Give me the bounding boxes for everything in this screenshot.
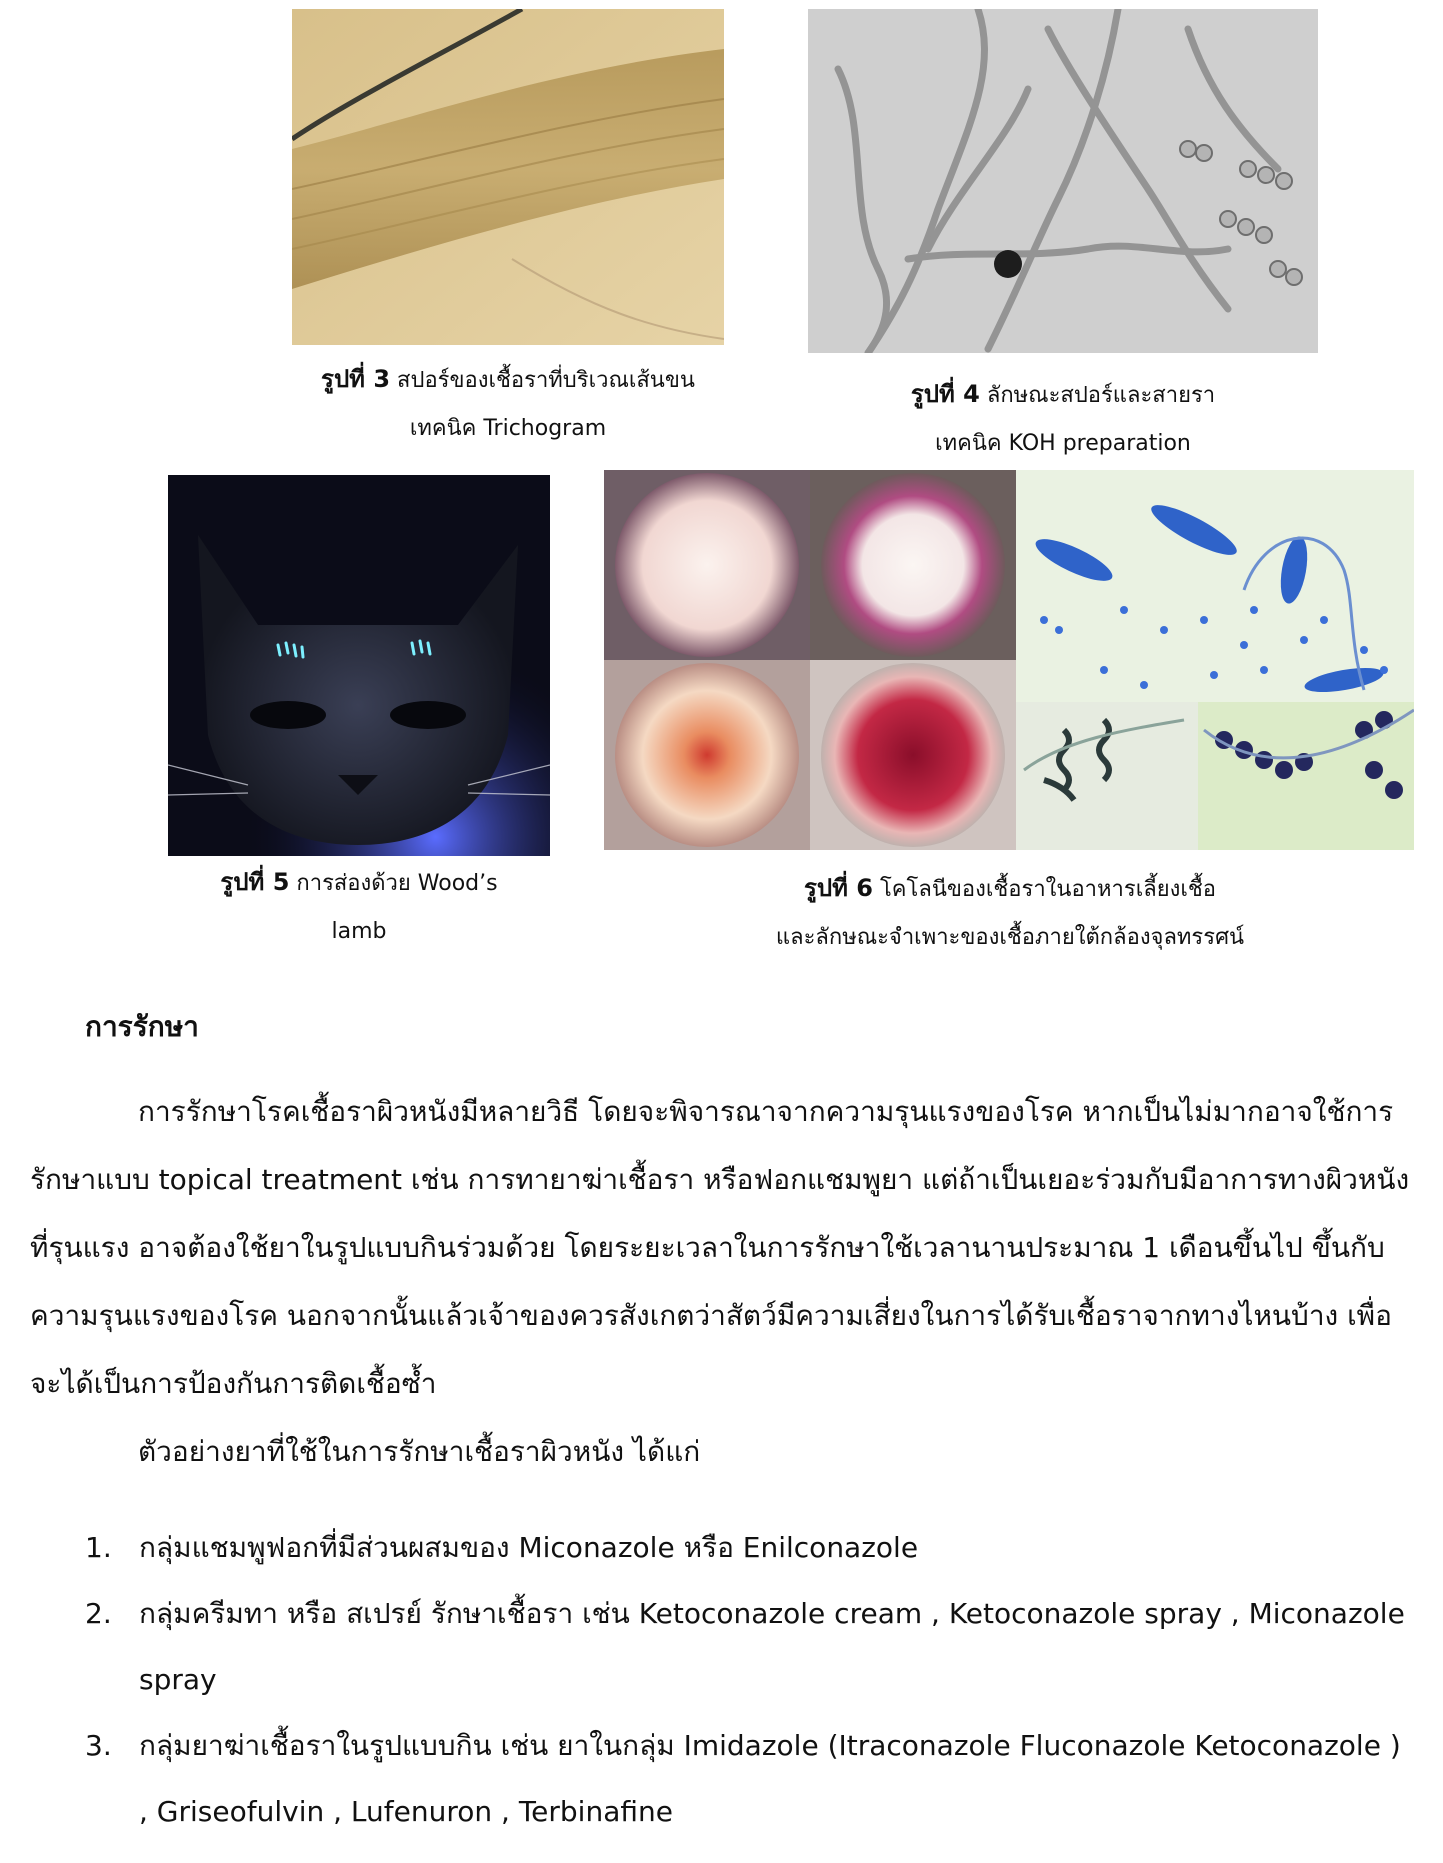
figure-label: รูปที่ 6: [803, 874, 873, 902]
list-item: [85, 1713, 1415, 1845]
list-text: กลุ่มครีมทา หรือ สเปรย์ รักษาเชื้อรา เช่น Ketoconazole cream , Ketoconazole spray , Miconazole spray: [139, 1597, 1405, 1696]
list-text: กลุ่มแชมพูฟอกที่มีส่วนผสมของ Miconazole หรือ Enilconazole: [139, 1531, 919, 1564]
section-heading: การรักษา: [85, 1010, 199, 1043]
figure-caption-line: การส่องด้วย Wood’s: [296, 871, 498, 896]
figure-label: รูปที่ 3: [321, 365, 391, 393]
figure-caption-line: lamb: [331, 919, 387, 944]
figure-5-caption: [168, 858, 550, 956]
examples-intro: ตัวอย่างยาที่ใช้ในการรักษาเชื้อราผิวหนัง ได้แก่: [138, 1435, 701, 1468]
figure-caption-line: สปอร์ของเชื้อราที่บริเวณเส้นขน: [397, 368, 695, 393]
figure-caption-line: และลักษณะจำเพาะของเชื้อภายใต้กล้องจุลทรรศน์: [775, 925, 1245, 950]
treatment-paragraph: [30, 1078, 1420, 1418]
figure-5-image: [168, 475, 550, 856]
figure-4-image: [808, 9, 1318, 353]
figure-4-caption: [808, 370, 1318, 468]
figure-3-caption: [292, 355, 724, 453]
paragraph-text: การรักษาโรคเชื้อราผิวหนังมีหลายวิธี โดยจะพิจารณาจากความรุนแรงของโรค หากเป็นไม่มากอาจใช้การรักษาแบบ topical treatment เช่น การทายาฆ่าเชื้อรา หรือฟอกแชมพูยา แต่ถ้าเป็นเยอะร่วมกับมีอาการทางผิวหนังที่รุนแรง อาจต้องใช้ยาในรูปแบบกินร่วมด้วย โดยระยะเวลาในการรักษาใช้เวลานานประมาณ 1 เดือนขึ้นไป ขึ้นกับความรุนแรงของโรค นอกจากนั้นแล้วเจ้าของควรสังเกตว่าสัตว์มีความเสี่ยงในการได้รับเชื้อราจากทางไหนบ้าง เพื่อจะได้เป็นการป้องกันการติดเชื้อซ้ำ: [30, 1095, 1410, 1400]
list-number: 3.: [85, 1729, 112, 1762]
figure-label: รูปที่ 5: [220, 868, 290, 896]
list-item: [85, 1581, 1415, 1713]
figure-caption-line: โคโลนีของเชื้อราในอาหารเลี้ยงเชื้อ: [879, 877, 1216, 902]
figure-caption-line: ลักษณะสปอร์และสายรา: [986, 383, 1216, 408]
figure-6-caption: [700, 864, 1320, 962]
list-number: 2.: [85, 1597, 112, 1630]
list-item: [85, 1515, 1415, 1581]
figure-label: รูปที่ 4: [910, 380, 980, 408]
figure-6-image: [604, 470, 1414, 850]
figure-caption-line: เทคนิค KOH preparation: [935, 431, 1191, 456]
figure-caption-line: เทคนิค Trichogram: [409, 416, 607, 441]
list-text: กลุ่มยาฆ่าเชื้อราในรูปแบบกิน เช่น ยาในกลุ่ม Imidazole (Itraconazole Fluconazole Ketoconazole ) , Griseofulvin , Lufenuron , Terbinafine: [139, 1729, 1401, 1828]
figure-3-image: [292, 9, 724, 345]
list-number: 1.: [85, 1531, 112, 1564]
drug-list: [85, 1515, 1415, 1845]
